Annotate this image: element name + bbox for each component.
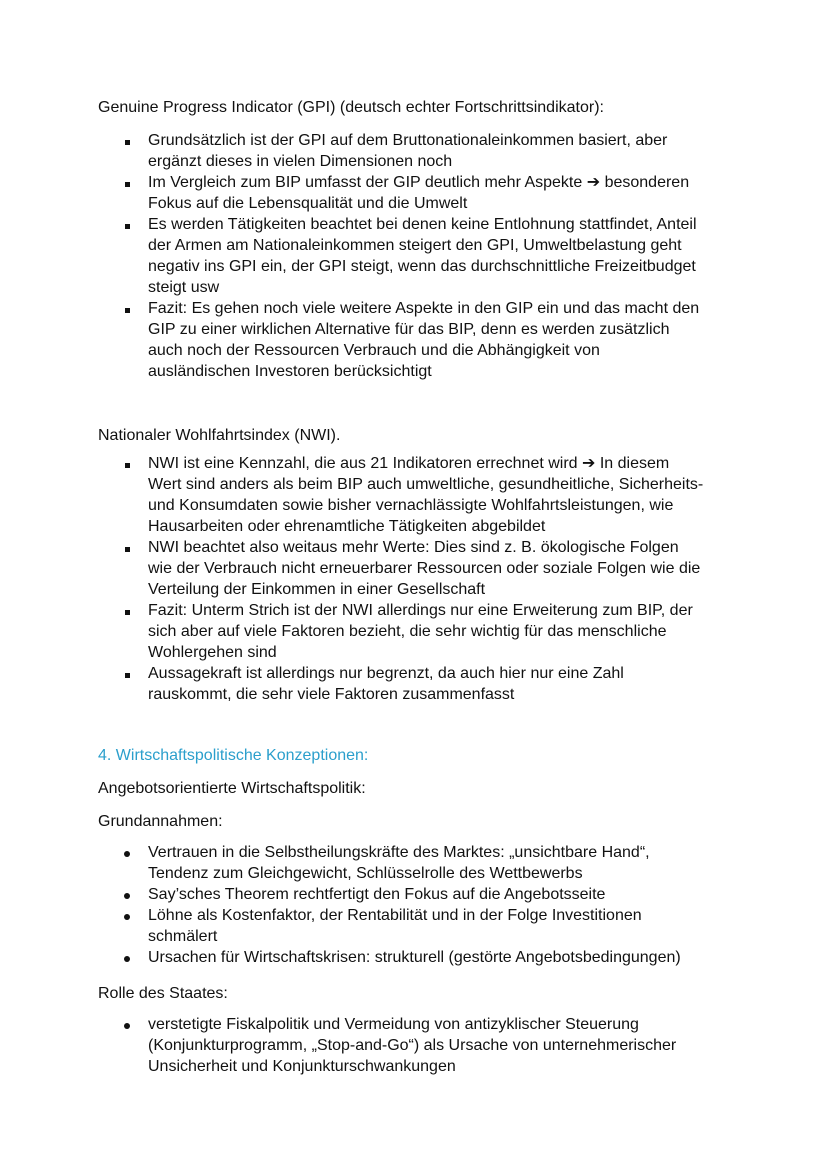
list-item-line: Wert sind anders als beim BIP auch umweltliche, gesundheitliche, Sicherheits- (148, 476, 704, 493)
list-item (0, 842, 738, 884)
list-item-line: Fazit: Es gehen noch viele weitere Aspekte in den GIP ein und das macht den (148, 300, 700, 317)
nwi-list (0, 453, 828, 705)
bullet-icon (121, 130, 133, 151)
bullet-icon (121, 453, 133, 474)
list-item (0, 298, 738, 382)
list-item-line: Es werden Tätigkeiten beachtet bei denen keine Entlohnung stattfindet, Anteil (148, 216, 697, 233)
list-item-line: Fokus auf die Lebensqualität und die Umwelt (148, 195, 468, 212)
list-item-line: wie der Verbrauch nicht erneuerbarer Ressourcen oder soziale Folgen wie die (148, 560, 701, 577)
list-item (0, 663, 738, 705)
list-item-line: der Armen am Nationaleinkommen steigert den GPI, Umweltbelastung geht (148, 237, 682, 254)
list-item-line: GIP zu einer wirklichen Alternative für das BIP, denn es werden zusätzlich (148, 321, 670, 338)
bullet-icon (121, 947, 133, 968)
grundannahmen-title: Grundannahmen: (98, 813, 223, 830)
list-item (0, 214, 738, 298)
list-item-line: Ursachen für Wirtschaftskrisen: strukturell (gestörte Angebotsbedingungen) (148, 949, 681, 966)
list-item-line: negativ ins GPI ein, der GPI steigt, wenn das durchschnittliche Freizeitbudget (148, 258, 696, 275)
bullet-icon (121, 884, 133, 905)
list-item-line: NWI beachtet also weitaus mehr Werte: Dies sind z. B. ökologische Folgen (148, 539, 679, 556)
grundannahmen-list (0, 842, 828, 968)
list-item-line: Löhne als Kostenfaktor, der Rentabilität und in der Folge Investitionen (148, 907, 642, 924)
gpi-list (0, 130, 828, 382)
list-item-line: Unsicherheit und Konjunkturschwankungen (148, 1058, 456, 1075)
list-item-line: rauskommt, die sehr viele Faktoren zusammenfasst (148, 686, 515, 703)
list-item (0, 600, 738, 663)
list-item-line: Grundsätzlich ist der GPI auf dem Bruttonationaleinkommen basiert, aber (148, 132, 668, 149)
list-item-line: Fazit: Unterm Strich ist der NWI allerdings nur eine Erweiterung zum BIP, der (148, 602, 693, 619)
section-heading: 4. Wirtschaftspolitische Konzeptionen: (98, 747, 369, 764)
list-item (0, 884, 738, 905)
list-item-line: ausländischen Investoren berücksichtigt (148, 363, 432, 380)
list-item-line: sich aber auf viele Faktoren bezieht, die sehr wichtig für das menschliche (148, 623, 667, 640)
bullet-icon (121, 842, 133, 863)
list-item-line: Im Vergleich zum BIP umfasst der GIP deutlich mehr Aspekte ➔ besonderen (148, 174, 690, 191)
list-item-line: auch noch der Ressourcen Verbrauch und die Abhängigkeit von (148, 342, 600, 359)
section-subtitle: Angebotsorientierte Wirtschaftspolitik: (98, 780, 366, 797)
list-item-line: Wohlergehen sind (148, 644, 277, 661)
bullet-icon (121, 663, 133, 684)
list-item (0, 453, 738, 537)
bullet-icon (121, 172, 133, 193)
bullet-icon (121, 905, 133, 926)
bullet-icon (121, 298, 133, 319)
list-item-line: (Konjunkturprogramm, „Stop-and-Go“) als Ursache von unternehmerischer (148, 1037, 677, 1054)
list-item-line: Verteilung der Einkommen in einer Gesellschaft (148, 581, 486, 598)
bullet-icon (121, 600, 133, 621)
rolle-des-staates-title: Rolle des Staates: (98, 985, 228, 1002)
list-item-line: Vertrauen in die Selbstheilungskräfte des Marktes: „unsichtbare Hand“, (148, 844, 650, 861)
list-item-line: schmälert (148, 928, 218, 945)
gpi-title: Genuine Progress Indicator (GPI) (deutsch echter Fortschrittsindikator): (98, 99, 604, 116)
list-item-line: NWI ist eine Kennzahl, die aus 21 Indikatoren errechnet wird ➔ In diesem (148, 455, 670, 472)
list-item (0, 905, 738, 947)
list-item-line: Say’sches Theorem rechtfertigt den Fokus auf die Angebotsseite (148, 886, 606, 903)
list-item (0, 537, 738, 600)
list-item-line: und Konsumdaten sowie bisher vernachlässigte Wohlfahrtsleistungen, wie (148, 497, 674, 514)
list-item-line: Tendenz zum Gleichgewicht, Schlüsselrolle des Wettbewerbs (148, 865, 583, 882)
list-item (0, 172, 738, 214)
rolle-des-staates-list (0, 1014, 828, 1077)
bullet-icon (121, 537, 133, 558)
list-item-line: verstetigte Fiskalpolitik und Vermeidung von antizyklischer Steuerung (148, 1016, 639, 1033)
list-item-line: ergänzt dieses in vielen Dimensionen noch (148, 153, 453, 170)
list-item-line: Hausarbeiten oder ehrenamtliche Tätigkeiten abgebildet (148, 518, 546, 535)
list-item-line: Aussagekraft ist allerdings nur begrenzt, da auch hier nur eine Zahl (148, 665, 624, 682)
nwi-title: Nationaler Wohlfahrtsindex (NWI). (98, 427, 341, 444)
bullet-icon (121, 214, 133, 235)
bullet-icon (121, 1014, 133, 1035)
list-item-line: steigt usw (148, 279, 220, 296)
list-item (0, 1014, 738, 1077)
list-item (0, 947, 738, 968)
list-item (0, 130, 738, 172)
